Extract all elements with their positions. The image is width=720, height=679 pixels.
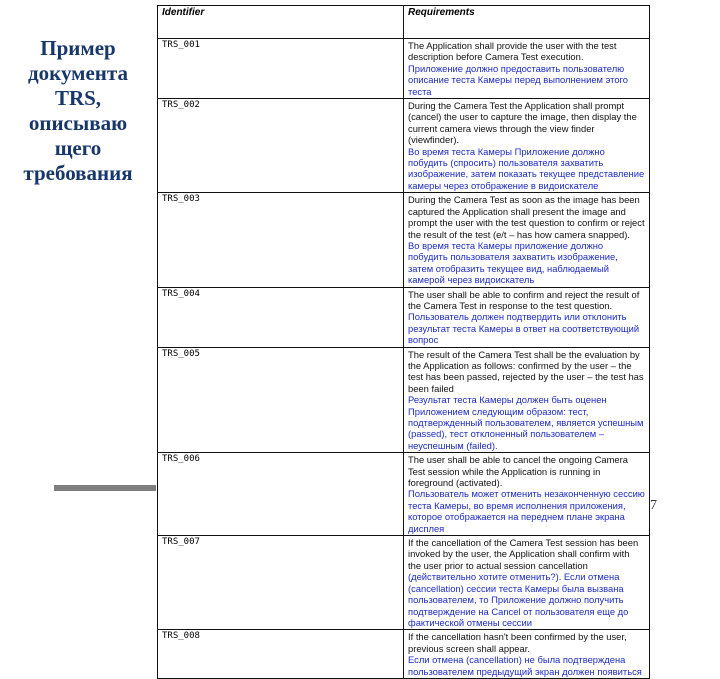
- requirement-id: TRS_001: [158, 39, 404, 99]
- page-number: 7: [650, 498, 657, 513]
- requirement-text-en: The user shall be able to confirm and reject the result of the Camera Test in response to the test question.: [408, 288, 640, 311]
- requirement-id: TRS_008: [158, 630, 404, 679]
- slide-title-line: требования: [23, 161, 133, 185]
- requirement-text-ru: Результат теста Камеры должен быть оценен Приложением следующим образом: тест, подтвержденный пользователем, является успешным (passed), тест отклоненный пользователем – неуспешным (failed).: [408, 394, 644, 451]
- requirement-text-en: The result of the Camera Test shall be the evaluation by the Application as follows: confirmed by the user – the test has been passed, rejected by the user – the test has been failed: [408, 348, 644, 394]
- requirement-cell: [404, 453, 650, 536]
- requirement-cell: [404, 99, 650, 193]
- requirement-cell: [404, 536, 650, 630]
- table-row: [158, 453, 650, 536]
- slide-title-line: описываю: [28, 111, 128, 135]
- table-row: [158, 287, 650, 347]
- slide-title-line: документа: [28, 61, 128, 85]
- requirement-text-ru: Пользователь должен подтвердить или отклонить результат теста Камеры в ответ на соответствующий вопрос: [408, 311, 640, 346]
- requirement-text-en: If the cancellation hasn't been confirmed by the user, previous screen shall appear.: [408, 631, 627, 654]
- slide-title: [8, 36, 148, 186]
- requirement-id: TRS_003: [158, 193, 404, 287]
- requirement-id: TRS_007: [158, 536, 404, 630]
- header-requirements: Requirements: [404, 6, 650, 39]
- table-row: [158, 193, 650, 287]
- requirement-text-ru: Во время теста Камеры Приложение должно побудить (спросить) пользователя захватить изображение, затем показать текущее представление камеры через отображение в видоискателе: [408, 145, 645, 191]
- table-row: [158, 347, 650, 453]
- requirement-text-en: During the Camera Test the Application shall prompt (cancel) the user to capture the image, then display the current camera views through the view finder (viewfinder).: [408, 100, 637, 146]
- slide-title-line: щего: [54, 136, 102, 160]
- requirement-cell: [404, 347, 650, 453]
- requirement-id: TRS_005: [158, 347, 404, 453]
- requirement-text-en: The Application shall provide the user with the test description before Camera Test execution.: [408, 40, 617, 63]
- requirement-text-ru: Приложение должно предоставить пользователю описание теста Камеры перед выполнением этого теста: [408, 62, 628, 97]
- decorative-bar: [54, 485, 156, 491]
- requirement-cell: [404, 39, 650, 99]
- requirement-id: TRS_006: [158, 453, 404, 536]
- requirement-text-en: The user shall be able to cancel the ongoing Camera Test session while the Application is running in foreground (activated).: [408, 454, 628, 489]
- table-row: [158, 39, 650, 99]
- requirement-text-en: If the cancellation of the Camera Test session has been invoked by the user, the Application shall confirm with the user prior to actual session cancellation: [408, 537, 639, 571]
- requirement-cell: [404, 287, 650, 347]
- slide-title-line: Пример: [40, 36, 116, 60]
- header-identifier: Identifier: [158, 6, 404, 39]
- requirement-cell: [404, 630, 650, 679]
- requirement-text-ru: (действительно хотите отменить?). Если отмена (cancellation) сессии теста Камеры была вызвана пользователем, то Приложение должно получить подтверждение на Cancel от пользователя еще до фактической отмены сессии: [408, 571, 629, 628]
- requirement-cell: [404, 193, 650, 287]
- requirements-table: [157, 5, 650, 679]
- requirement-text-ru: Если отмена (cancellation) не была подтверждена пользователем предыдущий экран должен появиться: [408, 654, 642, 677]
- requirement-id: TRS_002: [158, 99, 404, 193]
- requirement-text-ru: Во время теста Камеры приложение должно побудить пользователя захватить изображение, затем отобразить текущее вид, наблюдаемый камерой через видоискатель: [408, 239, 618, 286]
- requirement-text-ru: Пользователь может отменить незаконченную сессию теста Камеры, во время исполнения приложения, которое отображается на переднем плане экрана дисплея: [408, 488, 645, 534]
- slide-title-line: TRS,: [54, 86, 102, 110]
- table-header-row: [158, 6, 650, 39]
- table-row: [158, 99, 650, 193]
- table-row: [158, 630, 650, 679]
- requirement-text-en: During the Camera Test as soon as the image has been captured the Application shall present the image and prompt the user with the test question to confirm or reject the result of the test (e/t – has how camera snapped).: [408, 194, 645, 240]
- requirement-id: TRS_004: [158, 287, 404, 347]
- table-row: [158, 536, 650, 630]
